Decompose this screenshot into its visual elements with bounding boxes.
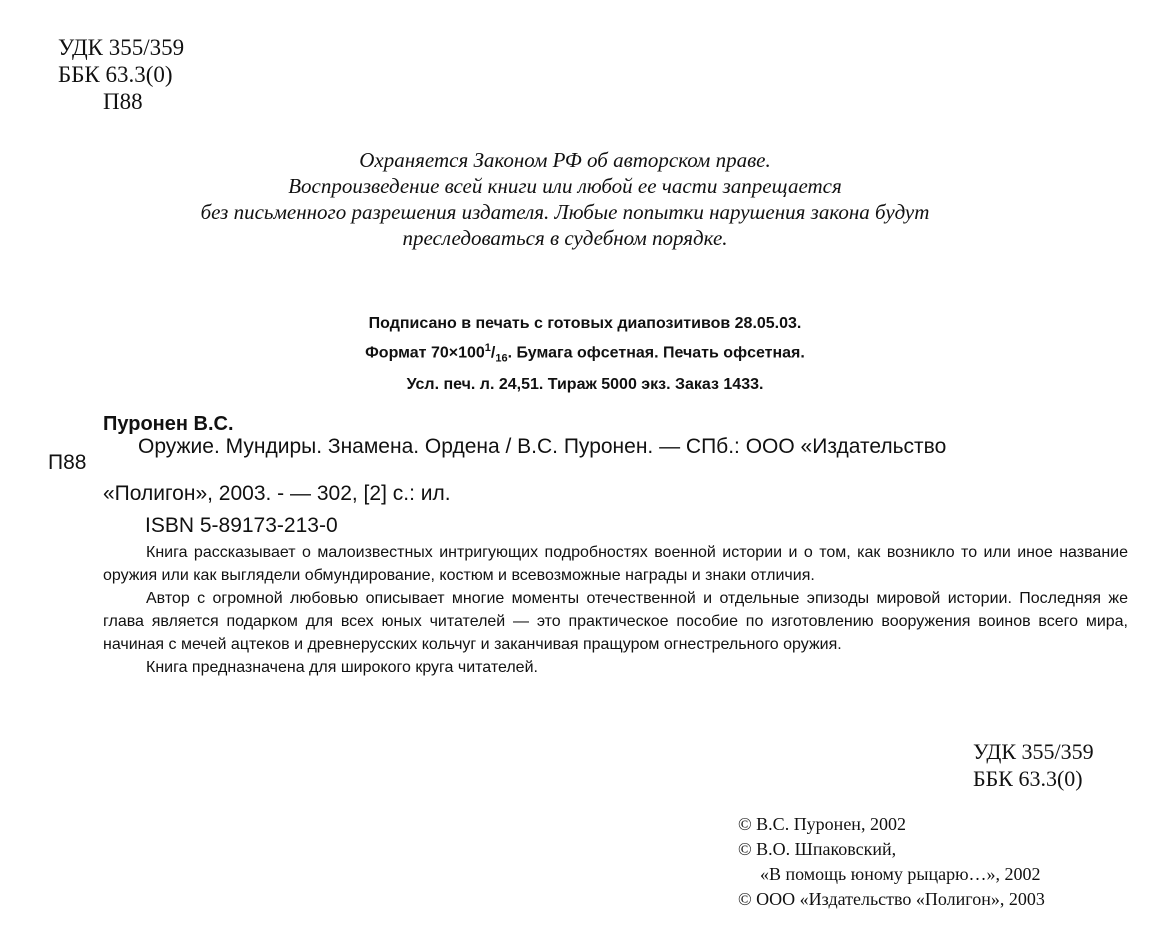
notice-line: Охраняется Законом РФ об авторском праве.	[359, 148, 771, 172]
print-info	[240, 311, 930, 397]
print-format	[240, 336, 930, 372]
abstract-paragraph: Автор с огромной любовью описывает многие моменты отечественной и отдельные эпизоды мировой истории. Последняя же глава является подарком для всех юных читателей — это практическое пособие по изготовлению вооружения воинов всего мира, начиная с мечей ацтеков и древнерусских кольчуг и заканчивая пращуром огнестрельного оружия.	[103, 590, 1128, 653]
bbk-code-bottom: ББК 63.3(0)	[973, 766, 1083, 791]
notice-line: преследоваться в судебном порядке.	[402, 226, 728, 250]
format-numerator: 1	[484, 342, 491, 354]
copyright-line: © ООО «Издательство «Полигон», 2003	[738, 889, 1045, 909]
notice-line: без письменного разрешения издателя. Любые попытки нарушения закона будут	[200, 200, 930, 224]
copyright-line: © В.О. Шпаковский,	[738, 839, 897, 859]
abstract	[103, 541, 1128, 679]
copyright-notice	[150, 147, 980, 251]
catalog-author: Пуронен В.С.	[103, 413, 234, 435]
udk-code-top: УДК 355/359	[58, 35, 185, 60]
bbk-code-top: ББК 63.3(0)	[58, 62, 173, 87]
catalog-title-line-2: «Полигон», 2003. - — 302, [2] с.: ил.	[103, 482, 451, 505]
format-suffix: . Бумага офсетная. Печать офсетная.	[507, 344, 805, 362]
format-denominator: 16	[495, 352, 508, 365]
catalog-mark: П88	[48, 451, 87, 474]
notice-line: Воспроизведение всей книги или любой ее части запрещается	[288, 174, 842, 198]
catalog-title-line-1: Оружие. Мундиры. Знамена. Ордена / В.С. Пуронен. — СПб.: ООО «Издательство	[138, 435, 947, 458]
isbn: ISBN 5-89173-213-0	[145, 514, 338, 537]
abstract-paragraph: Книга предназначена для широкого круга читателей.	[146, 659, 538, 676]
format-prefix: Формат 70×100	[365, 344, 485, 362]
author-mark-top: П88	[103, 89, 143, 114]
abstract-paragraph: Книга рассказывает о малоизвестных интригующих подробностях военной истории и о том, как возникло то или иное название оружия или как выглядели обмундирование, костюм и всевозможные награды и знаки отличия.	[103, 544, 1128, 584]
format-slash: /	[490, 344, 496, 362]
copyright-line: «В помощь юному рыцарю…», 2002	[760, 864, 1041, 884]
copyright-line: © В.С. Пуронен, 2002	[738, 814, 906, 834]
print-volume: Усл. печ. л. 24,51. Тираж 5000 экз. Заказ 1433.	[406, 375, 764, 393]
udk-code-bottom: УДК 355/359	[973, 739, 1094, 764]
print-signed: Подписано в печать с готовых диапозитивов 28.05.03.	[368, 315, 802, 332]
